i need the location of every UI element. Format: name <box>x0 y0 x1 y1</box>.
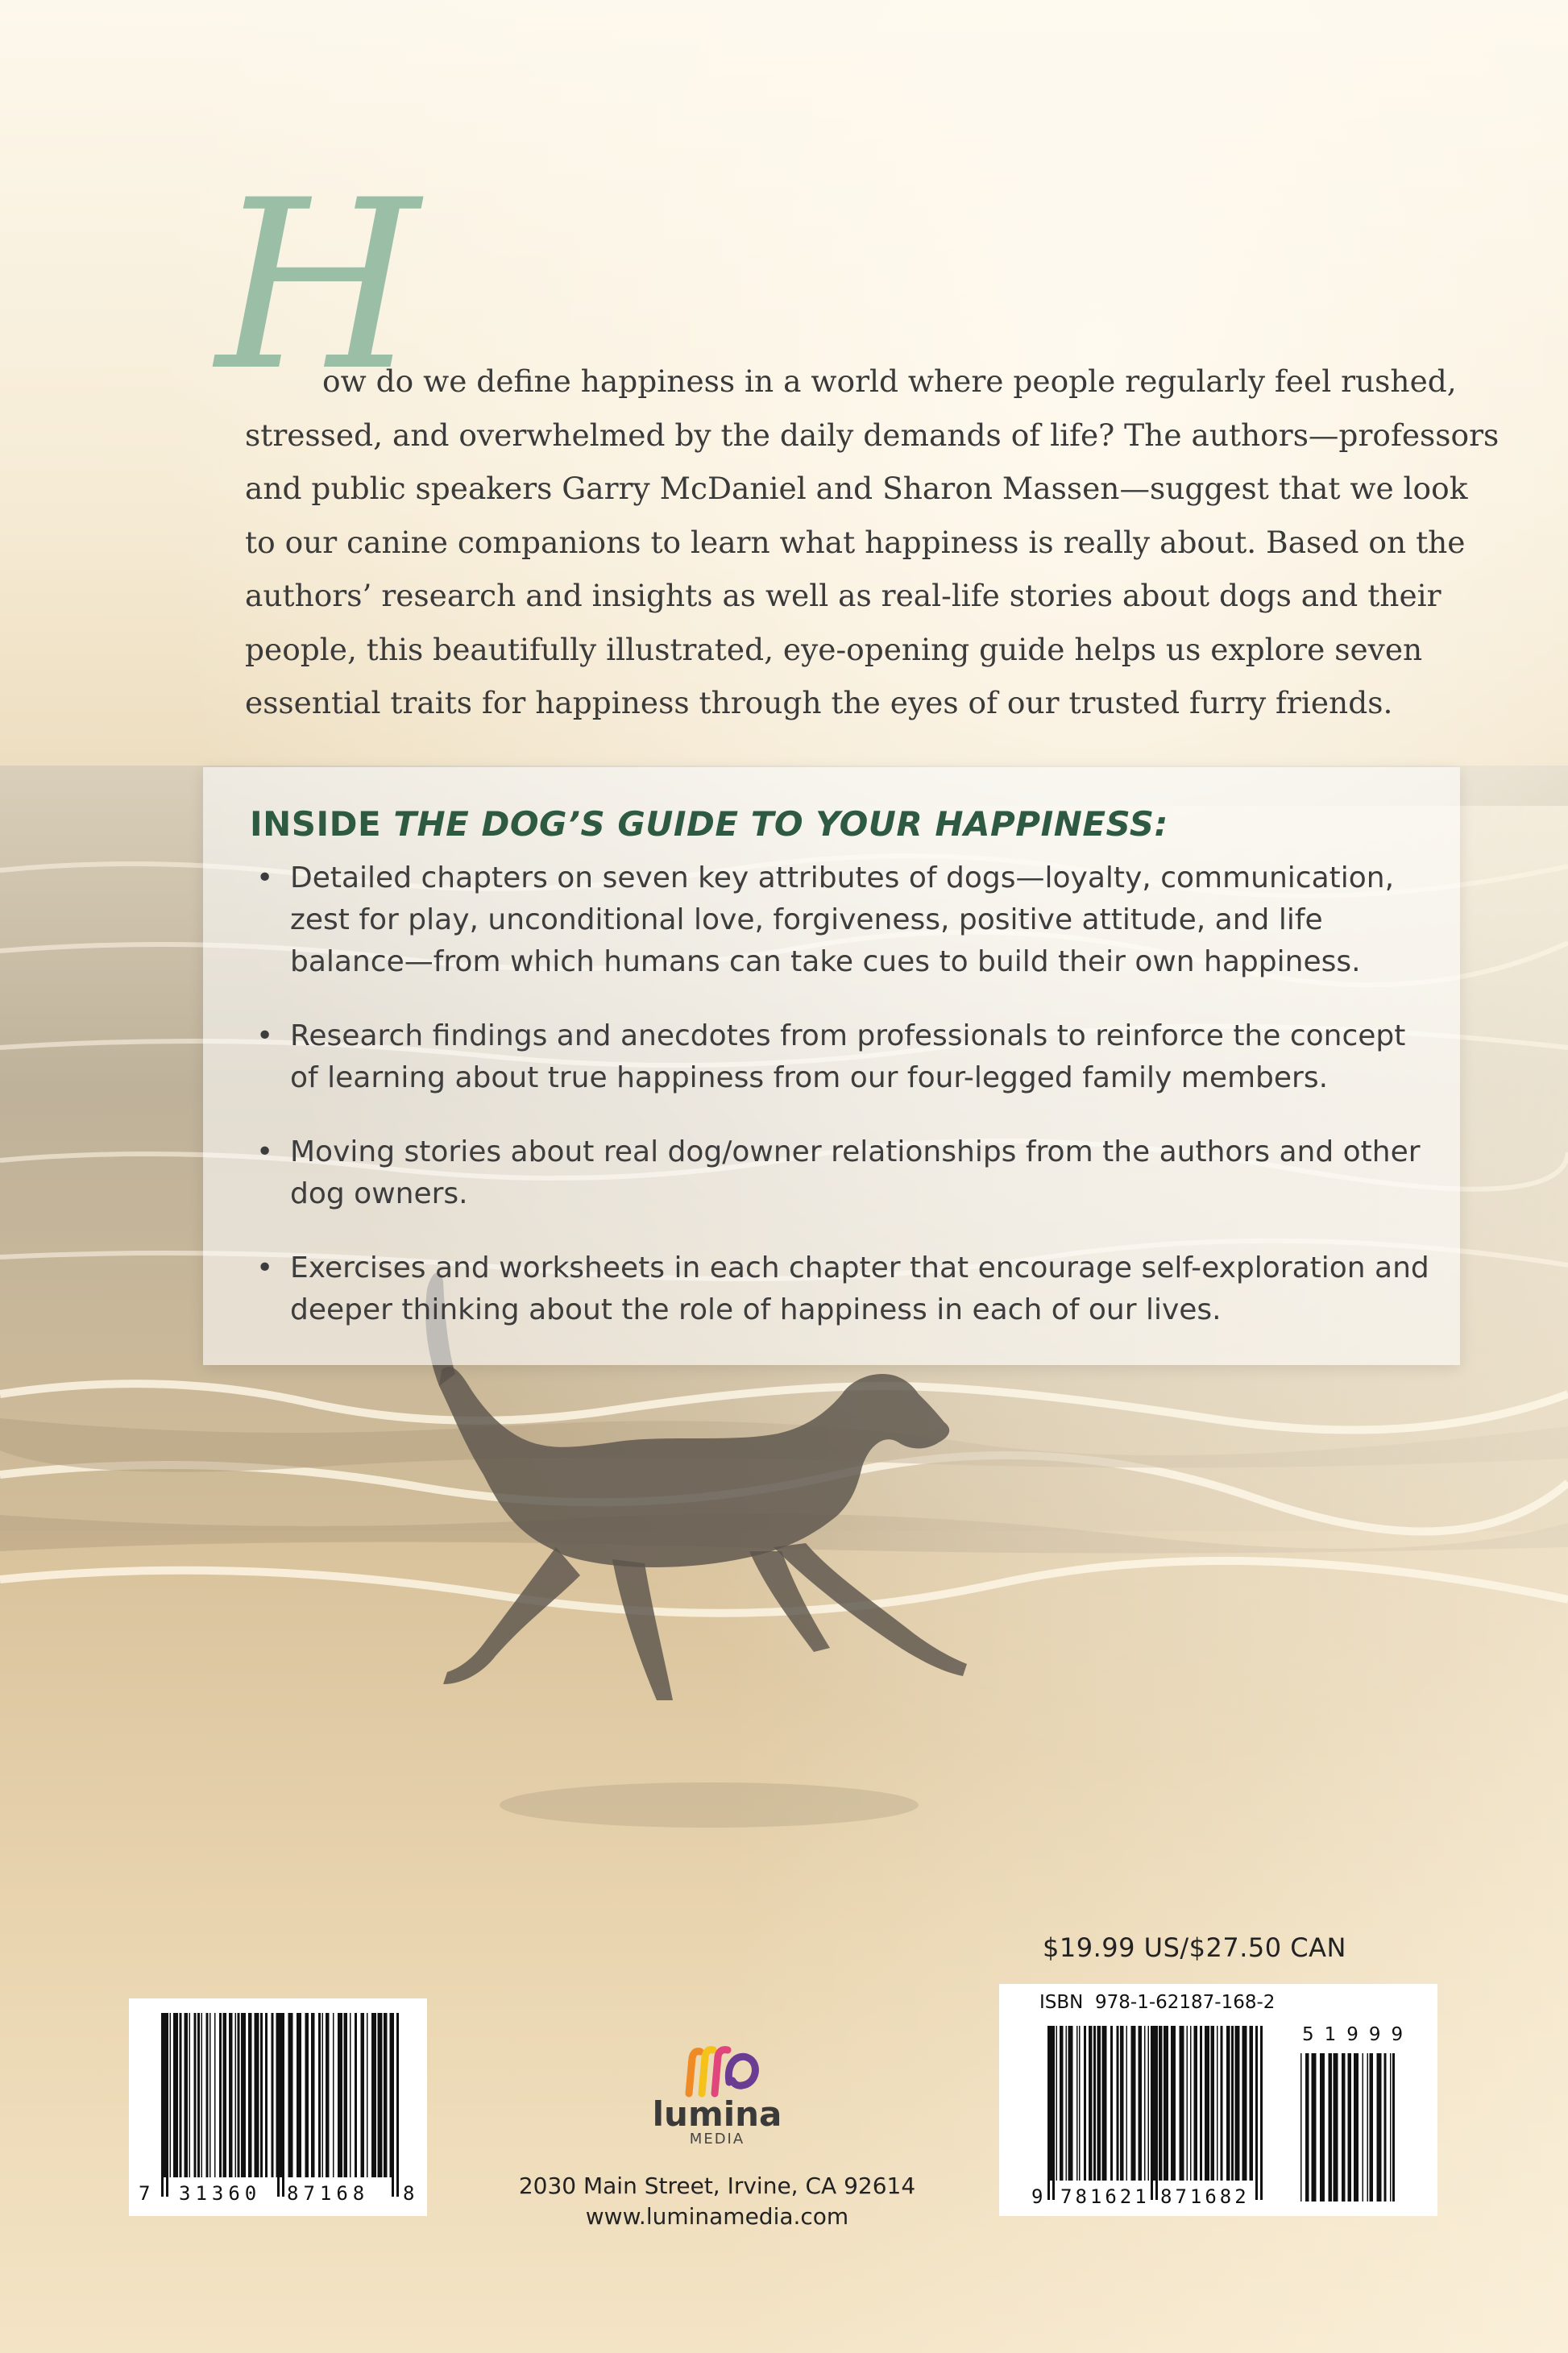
barcode-bar <box>248 2013 252 2177</box>
isbn-barcode-bars <box>999 1984 1437 2216</box>
barcode-bar <box>1066 2026 1068 2181</box>
barcode-bar <box>1320 2053 1325 2202</box>
barcode-guard-bar <box>282 2013 284 2197</box>
barcode-bar <box>355 2013 357 2177</box>
barcode-bar <box>238 2013 240 2177</box>
barcode-bar <box>326 2013 330 2177</box>
barcode-bar <box>1348 2053 1352 2202</box>
barcode-bar <box>305 2013 309 2177</box>
barcode-bar <box>209 2013 211 2177</box>
barcode-guard-bar <box>277 2013 280 2197</box>
feature-item: • Exercises and worksheets in each chapter that encourage self-exploration and deeper thinking about the role of happiness in each of our lives. <box>256 1247 1441 1331</box>
barcode-bar <box>1242 2026 1247 2181</box>
upc-digit-last: 8 <box>403 2182 415 2205</box>
barcode-bar <box>378 2013 383 2177</box>
barcode-bar <box>276 2013 278 2177</box>
feature-item: • Detailed chapters on seven key attributes of dogs—loyalty, communication, zest for play, unconditional love, forgiveness, positive attitude, and life balance—from which humans can take cues to build their own happiness. <box>256 857 1441 983</box>
barcode-bar <box>1068 2026 1073 2181</box>
feature-item: • Moving stories about real dog/owner relationships from the authors and other dog owners. <box>256 1131 1441 1215</box>
barcode-bar <box>235 2013 237 2177</box>
isbn-barcode <box>999 1984 1437 2216</box>
inside-features-box <box>203 767 1460 1365</box>
barcode-bar <box>288 2013 293 2177</box>
barcode-bar <box>1144 2026 1146 2181</box>
barcode-bar <box>170 2013 172 2177</box>
barcode-bar <box>1221 2026 1223 2181</box>
publisher-block <box>483 2037 951 2232</box>
barcode-bar <box>367 2013 368 2177</box>
barcode-bar <box>1187 2026 1188 2181</box>
isbn-label: ISBN 978-1-62187-168-2 <box>1039 1992 1276 2013</box>
publisher-address: 2030 Main Street, Irvine, CA 92614 <box>518 2172 916 2199</box>
barcode-bar <box>1226 2026 1230 2181</box>
barcode-bar <box>1363 2053 1364 2202</box>
barcode-bar <box>1164 2026 1168 2181</box>
logo-wordmark: lumina <box>652 2094 782 2134</box>
barcode-guard-bar <box>1155 2026 1158 2200</box>
barcode-bar <box>1120 2026 1124 2181</box>
barcode-bar <box>229 2013 233 2177</box>
barcode-bar <box>1384 2053 1387 2202</box>
inside-heading <box>250 804 1168 844</box>
intro-line: to our canine companions to learn what happiness is really about. Based on the <box>245 524 1466 560</box>
price-label: $19.99 US/$27.50 CAN <box>1043 1932 1346 1963</box>
barcode-bar <box>1110 2026 1113 2181</box>
barcode-bar <box>1076 2026 1078 2181</box>
barcode-guard-bar <box>1260 2026 1263 2200</box>
barcode-bar <box>318 2013 321 2177</box>
isbn-addon-digits: 51999 <box>1302 2024 1414 2045</box>
barcode-bar <box>1334 2053 1338 2202</box>
barcode-bar <box>201 2013 203 2177</box>
barcode-bar <box>197 2013 200 2177</box>
barcode-bar <box>1370 2053 1374 2202</box>
barcode-bar <box>1060 2026 1064 2181</box>
barcode-guard-bar <box>1052 2026 1055 2200</box>
barcode-bar <box>1079 2026 1081 2181</box>
upc-digits-left: 31360 <box>179 2182 262 2205</box>
barcode-guard-bar <box>1151 2026 1153 2200</box>
barcode-bar <box>1159 2026 1163 2181</box>
barcode-bar <box>1089 2026 1093 2181</box>
barcode-guard-bar <box>1047 2026 1050 2200</box>
barcode-bar <box>241 2013 246 2177</box>
barcode-bar <box>1190 2026 1192 2181</box>
barcode-bar <box>338 2013 342 2177</box>
barcode-bar <box>350 2013 351 2177</box>
barcode-bar <box>1180 2026 1184 2181</box>
barcode-bar <box>194 2013 197 2177</box>
barcode-bar <box>1235 2026 1240 2181</box>
barcode-bar <box>1231 2026 1234 2181</box>
barcode-bar <box>1300 2053 1302 2202</box>
barcode-bar <box>1390 2053 1392 2202</box>
barcode-bar <box>333 2013 334 2177</box>
intro-paragraph <box>245 355 1500 730</box>
upc-digit-first: 7 <box>139 2182 151 2205</box>
barcode-guard-bar <box>396 2013 399 2197</box>
barcode-bar <box>1171 2026 1176 2181</box>
intro-line: and public speakers Garry McDaniel and Sharon Massen—suggest that we look <box>245 471 1468 506</box>
barcode-bar <box>1342 2053 1346 2202</box>
barcode-bar <box>344 2013 348 2177</box>
barcode-bar <box>371 2013 376 2177</box>
barcode-bar <box>272 2013 274 2177</box>
barcode-guard-bar <box>166 2013 168 2197</box>
barcode-bar <box>1205 2026 1209 2181</box>
barcode-bar <box>1194 2026 1198 2181</box>
barcode-bar <box>361 2013 365 2177</box>
barcode-bar <box>219 2013 222 2177</box>
barcode-bar <box>1211 2026 1215 2181</box>
barcode-bar <box>206 2013 209 2177</box>
barcode-bar <box>1126 2026 1128 2181</box>
feature-item: • Research findings and anecdotes from professionals to reinforce the concept of learning about true happiness from our four-legged family members. <box>256 1015 1441 1099</box>
barcode-bar <box>384 2013 388 2177</box>
upc-barcode-bars <box>129 1998 427 2216</box>
upc-digits-right: 87168 <box>287 2182 370 2205</box>
barcode-bar <box>1102 2026 1107 2181</box>
barcode-bar <box>265 2013 268 2177</box>
barcode-bar <box>1377 2053 1382 2202</box>
intro-line: stressed, and overwhelmed by the daily demands of life? The authors—professors <box>245 417 1500 453</box>
barcode-bar <box>1093 2026 1096 2181</box>
barcode-bar <box>1354 2053 1359 2202</box>
barcode-bar <box>1131 2026 1136 2181</box>
barcode-bar <box>189 2013 191 2177</box>
barcode-guard-bar <box>1255 2026 1258 2200</box>
barcode-bar <box>1139 2026 1143 2181</box>
barcode-bar <box>1329 2053 1333 2202</box>
intro-line: people, this beautifully illustrated, eye-opening guide helps us explore seven <box>245 631 1423 667</box>
barcode-bar <box>1200 2026 1202 2181</box>
isbn-digits-left: 781621 <box>1060 2185 1150 2208</box>
barcode-guard-bar <box>392 2013 394 2197</box>
barcode-bar <box>214 2013 216 2177</box>
barcode-bar <box>1312 2053 1317 2202</box>
barcode-bar <box>223 2013 227 2177</box>
barcode-bar <box>1392 2053 1395 2202</box>
barcode-bar <box>1367 2053 1369 2202</box>
barcode-bar <box>1056 2026 1058 2181</box>
barcode-bar <box>180 2013 182 2177</box>
lumina-logo-icon <box>665 2037 769 2102</box>
intro-line: authors’ research and insights as well as real-life stories about dogs and their <box>245 578 1441 613</box>
inside-heading-prefix: INSIDE <box>250 804 394 844</box>
feature-list <box>256 857 1441 1363</box>
isbn-digit-first: 9 <box>1031 2185 1043 2208</box>
barcode-bar <box>260 2013 263 2177</box>
intro-line: ow do we define happiness in a world where people regularly feel rushed, <box>322 363 1457 399</box>
publisher-website: www.luminamedia.com <box>585 2203 849 2230</box>
svg-text:H: H <box>216 151 420 422</box>
barcode-bar <box>322 2013 324 2177</box>
barcode-bar <box>255 2013 259 2177</box>
barcode-bar <box>1250 2026 1254 2181</box>
barcode-bar <box>1148 2026 1150 2181</box>
barcode-bar <box>311 2013 315 2177</box>
barcode-bar <box>185 2013 189 2177</box>
barcode-bar <box>297 2013 301 2177</box>
inside-heading-book-title: THE DOG’S GUIDE TO YOUR HAPPINESS: <box>393 804 1168 844</box>
isbn-digits-right: 871682 <box>1160 2185 1250 2208</box>
intro-line: essential traits for happiness through the eyes of our trusted furry friends. <box>245 685 1393 720</box>
barcode-bar <box>1097 2026 1101 2181</box>
logo-subtitle: MEDIA <box>689 2131 745 2148</box>
barcode-bar <box>173 2013 178 2177</box>
barcode-guard-bar <box>161 2013 164 2197</box>
barcode-bar <box>1084 2026 1086 2181</box>
upc-barcode <box>129 1998 427 2216</box>
barcode-bar <box>1217 2026 1218 2181</box>
barcode-bar <box>1305 2053 1309 2202</box>
barcode-bar <box>1117 2026 1119 2181</box>
